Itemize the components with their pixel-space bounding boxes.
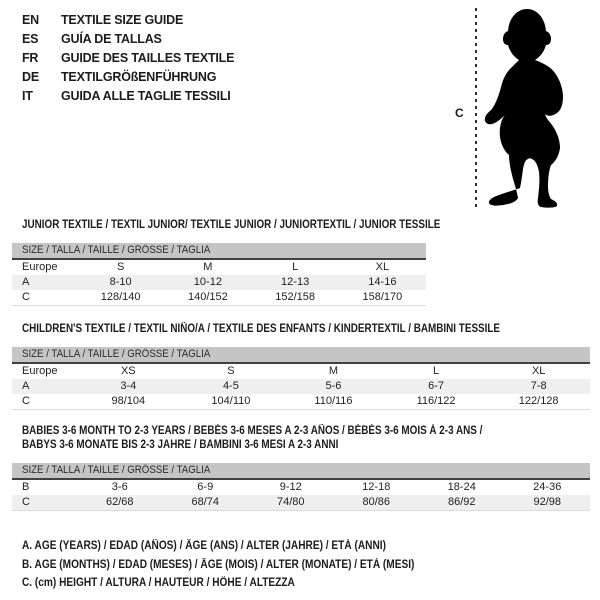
size-value-cell: 7-8 [530, 380, 547, 392]
childrens-textile-table-title [22, 322, 590, 336]
size-value-cell: 12-13 [281, 276, 310, 288]
guide-title-fr: GUIDE DES TAILLES TEXTILE [61, 50, 235, 65]
size-value-cell: L [292, 261, 299, 273]
table-title-line: JUNIOR TEXTILE / TEXTIL JUNIOR/ TEXTILE JUNIOR / JUNIORTEXTIL / JUNIOR TESSILE [22, 219, 441, 231]
footnote-age-years: A. AGE (YEARS) / EDAD (AÑOS) / ÂGE (ANS) / ALTER (JAHRE) / ETÀ (ANNI) [22, 540, 386, 552]
row-label-cell: C [22, 291, 30, 303]
language-code: IT [22, 88, 33, 103]
size-value-cell: 62/68 [105, 496, 134, 508]
size-value-cell: 3-4 [120, 380, 137, 392]
table-row [12, 275, 426, 290]
size-value-cell: 24-36 [533, 481, 562, 493]
size-value-cell: 5-6 [325, 380, 342, 392]
junior-textile-table-title [22, 218, 441, 232]
table-row [12, 394, 590, 409]
size-value-cell: 92/98 [533, 496, 562, 508]
size-value-cell: 74/80 [276, 496, 305, 508]
size-value-cell: S [116, 261, 125, 273]
size-value-cell: 104/110 [211, 395, 251, 407]
babies-textile-table [12, 424, 590, 511]
table-row [12, 364, 590, 379]
height-measure-label: C [455, 106, 464, 120]
size-value-cell: 128/140 [100, 291, 141, 303]
table-row [12, 379, 590, 394]
size-value-cell: M [328, 365, 339, 377]
size-header-text: SIZE / TALLA / TAILLE / GRÖSSE / TAGLIA [22, 348, 211, 360]
size-value-cell: 18-24 [447, 481, 476, 493]
table-title-line: BABIES 3-6 MONTH TO 2-3 YEARS / BEBÉS 3-6 MESES A 2-3 AÑOS / BÉBÉS 3-6 MOIS À 2-3 ANS / [22, 425, 483, 437]
size-value-cell: 158/170 [362, 291, 403, 303]
table-title-line: BABYS 3-6 MONATE BIS 2-3 JAHRE / BAMBINI 3-6 MESI A 2-3 ANNI [22, 439, 339, 451]
size-value-cell: 152/158 [275, 291, 315, 303]
language-title-list [22, 10, 234, 105]
size-value-cell: 116/122 [416, 395, 456, 407]
size-value-cell: L [433, 365, 440, 377]
guide-title-es: GUÍA DE TALLAS [61, 31, 162, 46]
size-value-cell: 110/116 [314, 395, 353, 407]
row-label-cell: C [22, 395, 30, 407]
size-value-cell: 6-9 [197, 481, 214, 493]
table-row [12, 260, 426, 275]
language-row-de [22, 67, 234, 86]
language-code: DE [22, 69, 39, 84]
size-value-cell: S [227, 365, 235, 377]
row-label-cell: A [22, 380, 30, 392]
size-value-cell: 80/86 [362, 496, 391, 508]
size-header-text: SIZE / TALLA / TAILLE / GRÖSSE / TAGLIA [22, 464, 211, 476]
height-measure-dashed-line [475, 8, 477, 211]
size-value-cell: 3-6 [111, 481, 128, 493]
size-header-text: SIZE / TALLA / TAILLE / GRÖSSE / TAGLIA [22, 244, 211, 256]
guide-title-en: TEXTILE SIZE GUIDE [61, 12, 184, 27]
row-label-cell: B [22, 481, 30, 493]
childrens-textile-table [12, 322, 590, 410]
guide-title-it: GUIDA ALLE TAGLIE TESSILI [61, 88, 231, 103]
language-code: EN [22, 12, 39, 27]
table-row [12, 495, 590, 510]
footnotes [22, 537, 468, 593]
language-code: FR [22, 50, 39, 65]
size-header-band [12, 243, 426, 258]
table-row [12, 290, 426, 305]
footnote-age-months: B. AGE (MONTHS) / EDAD (MESES) / ÂGE (MOIS) / ALTER (MONATE) / ETÀ (MESI) [22, 558, 415, 571]
row-label-cell: C [22, 496, 30, 508]
size-value-cell: 10-12 [193, 276, 222, 288]
size-value-cell: 86/92 [447, 496, 476, 508]
language-row-en [22, 10, 234, 29]
size-value-cell: 68/74 [191, 496, 220, 508]
language-row-it [22, 86, 234, 105]
footnote-height-cm: C. (cm) HEIGHT / ALTURA / HAUTEUR / HÖHE / ALTEZZA [22, 577, 295, 589]
language-row-fr [22, 48, 234, 67]
table-row [12, 480, 590, 495]
size-header-band [12, 347, 590, 362]
babies-textile-table-title [22, 424, 590, 452]
size-value-cell: 9-12 [279, 481, 302, 493]
size-value-cell: 98/104 [111, 395, 146, 407]
size-header-band [12, 463, 590, 478]
size-value-cell: M [203, 261, 213, 273]
junior-textile-table-body [12, 258, 426, 306]
junior-textile-table [12, 218, 441, 306]
toddler-silhouette [483, 7, 567, 209]
childrens-textile-table-body [12, 362, 590, 410]
size-value-cell: 12-18 [362, 481, 391, 493]
size-value-cell: 8-10 [109, 276, 132, 288]
size-value-cell: 6-7 [428, 380, 445, 392]
table-title-line: CHILDREN'S TEXTILE / TEXTIL NIÑO/A / TEXTILE DES ENFANTS / KINDERTEXTIL / BAMBINI TESSILE [22, 323, 501, 335]
row-label-cell: A [22, 276, 30, 288]
size-value-cell: 122/128 [518, 395, 559, 407]
guide-title-de: TEXTILGRÖßENFÜHRUNG [61, 69, 217, 84]
size-value-cell: XS [120, 365, 136, 377]
size-value-cell: 4-5 [222, 380, 239, 392]
size-value-cell: 14-16 [368, 276, 397, 288]
row-label-cell: Europe [22, 365, 58, 377]
language-code: ES [22, 31, 39, 46]
language-row-es [22, 29, 234, 48]
row-label-cell: Europe [22, 261, 58, 273]
size-value-cell: XL [375, 261, 390, 273]
size-value-cell: XL [531, 365, 546, 377]
size-value-cell: 140/152 [187, 291, 228, 303]
babies-textile-table-body [12, 478, 590, 511]
